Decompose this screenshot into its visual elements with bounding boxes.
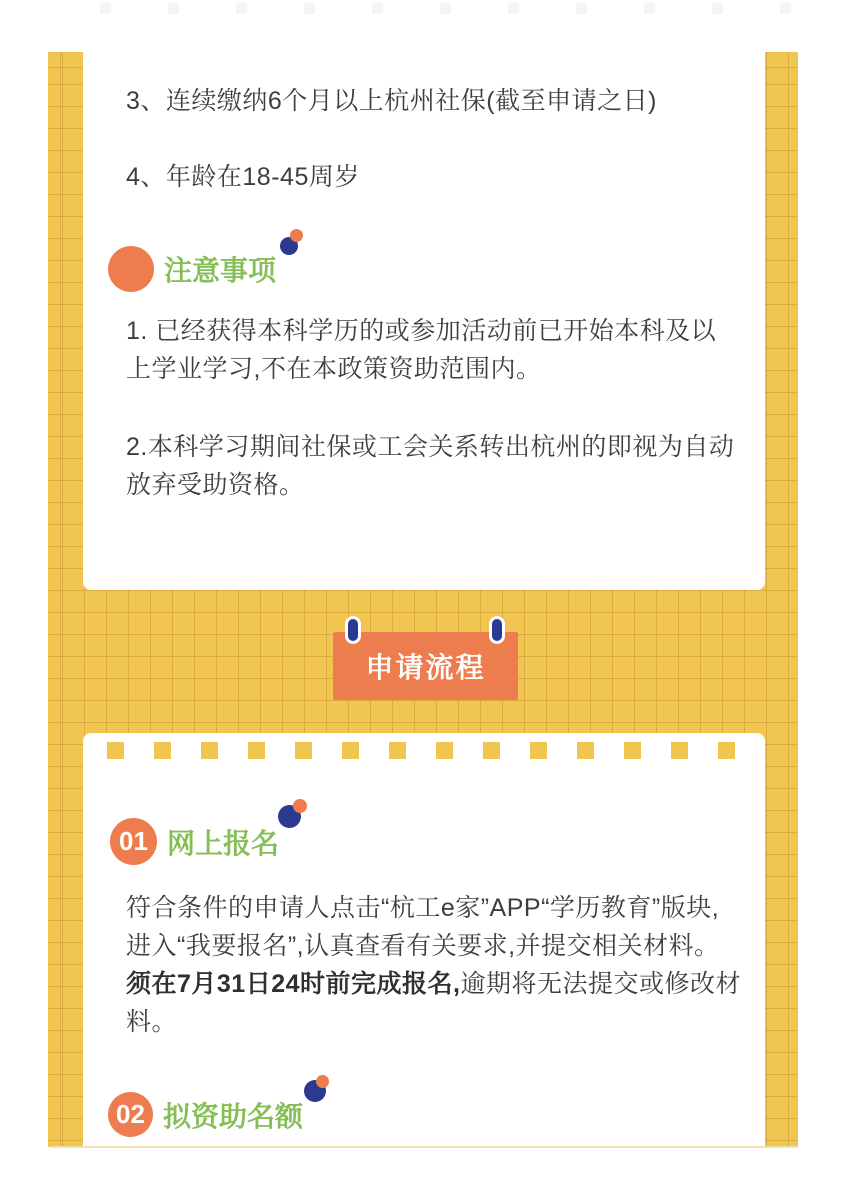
step-2-number-badge: 02 bbox=[108, 1092, 153, 1137]
notice-paragraph-2: 2.本科学习期间社保或工会关系转出杭州的即视为自动放弃受助资格。 bbox=[126, 433, 735, 499]
step-1-body bbox=[126, 889, 742, 1041]
poster-bottom-edge bbox=[50, 1146, 798, 1148]
step-1-body-suffix: 逾期将无法提交或修改材料。 bbox=[126, 970, 741, 1036]
notice-section-title: 注意事项 bbox=[164, 255, 277, 286]
dot-orange-decoration bbox=[316, 1075, 329, 1088]
step-1-number-badge: 01 bbox=[110, 818, 157, 865]
top-perforation-decoration bbox=[100, 3, 800, 14]
card-perforation-decoration bbox=[107, 742, 736, 759]
step-2-header bbox=[108, 1092, 303, 1137]
step-1-body-deadline: 须在7月31日24时前完成报名, bbox=[126, 970, 461, 998]
requirement-item-3: 3、连续缴纳6个月以上杭州社保(截至申请之日) bbox=[126, 87, 657, 115]
dot-orange-decoration bbox=[293, 799, 307, 813]
step-1-body-prefix: 符合条件的申请人点击“杭工e家”APP“学历教育”版块,进入“我要报名”,认真查看有关要求,并提交相关材料。 bbox=[126, 894, 720, 960]
dot-orange-decoration bbox=[290, 229, 303, 242]
pin-left-icon bbox=[345, 616, 361, 644]
application-process-banner: 申请流程 bbox=[333, 632, 518, 700]
notice-section-header bbox=[108, 246, 276, 292]
requirement-item-4: 4、年龄在18-45周岁 bbox=[126, 163, 360, 191]
step-1-title: 网上报名 bbox=[167, 827, 280, 859]
notice-bullet-circle bbox=[108, 246, 154, 292]
step-2-title: 拟资助名额 bbox=[163, 1100, 304, 1132]
notice-paragraph-1: 1. 已经获得本科学历的或参加活动前已开始本科及以上学业学习,不在本政策资助范围内。 bbox=[126, 317, 717, 383]
step-1-header bbox=[110, 818, 279, 865]
pin-right-icon bbox=[489, 616, 505, 644]
